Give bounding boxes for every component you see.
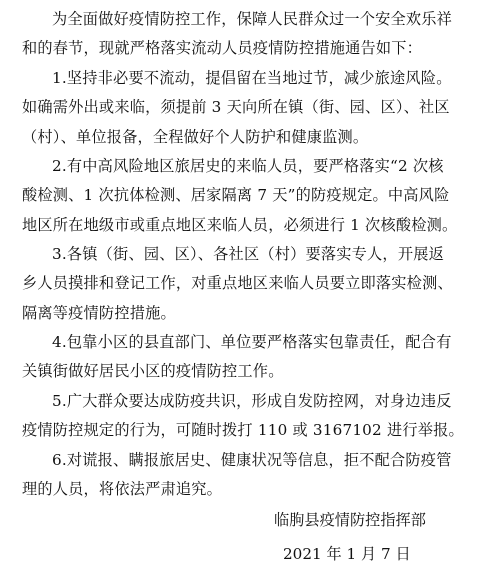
item-2-line-3: 地区所在地级市或重点地区来临人员，必须进行 1 次核酸检测。 <box>22 215 458 234</box>
item-6-paragraph <box>0 446 480 505</box>
item-3-line-1: 3.各镇（街、园、区）、各社区（村）要落实专人，开展返 <box>52 245 444 263</box>
item-1-paragraph <box>0 64 480 152</box>
item-2-line-2: 酸检测、1 次抗体检测、居家隔离 7 天”的防疫规定。中高风险 <box>22 186 450 205</box>
item-3-paragraph <box>0 240 480 328</box>
item-6-line-2: 理的人员，将依法严肃追究。 <box>22 480 223 499</box>
item-2-paragraph <box>0 152 480 240</box>
item-4-paragraph <box>0 328 480 387</box>
intro-line-1: 为全面做好疫情防控工作，保障人民群众过一个安全欢乐祥 <box>52 10 453 28</box>
item-1-line-3: （村）、单位报备，全程做好个人防护和健康监测。 <box>22 127 369 146</box>
item-3-line-3: 隔离等疫情防控措施。 <box>22 303 176 322</box>
item-5-line-2: 疫情防控规定的行为，可随时拨打 110 或 3167102 进行举报。 <box>22 421 464 440</box>
item-6-line-1: 6.对谎报、瞒报旅居史、健康状况等信息，拒不配合防疫管 <box>52 451 452 469</box>
issuer-signature: 临朐县疫情防控指挥部 <box>274 511 426 529</box>
item-2-line-1: 2.有中高风险地区旅居史的来临人员，要严格落实“2 次核 <box>52 157 444 175</box>
item-1-line-1: 1.坚持非必要不流动，提倡留在当地过节，减少旅途风险。 <box>52 69 452 87</box>
item-3-line-2: 乡人员摸排和登记工作，对重点地区来临人员要立即落实检测、 <box>22 274 453 293</box>
item-5-line-1: 5.广大群众要达成防疫共识，形成自发防控网，对身边违反 <box>52 392 452 410</box>
item-1-line-2: 如确需外出或来临，须提前 3 天向所在镇（街、园、区）、社区 <box>22 98 450 117</box>
item-4-line-1: 4.包靠小区的县直部门、单位要严格落实包靠责任，配合有 <box>52 333 452 351</box>
intro-paragraph <box>0 5 480 64</box>
intro-line-2: 和的春节，现就严格落实流动人员疫情防控措施通告如下： <box>22 39 423 58</box>
item-5-paragraph <box>0 387 480 446</box>
item-4-line-2: 关镇街做好居民小区的疫情防控工作。 <box>22 362 284 381</box>
issue-date: 2021 年 1 月 7 日 <box>283 545 411 563</box>
